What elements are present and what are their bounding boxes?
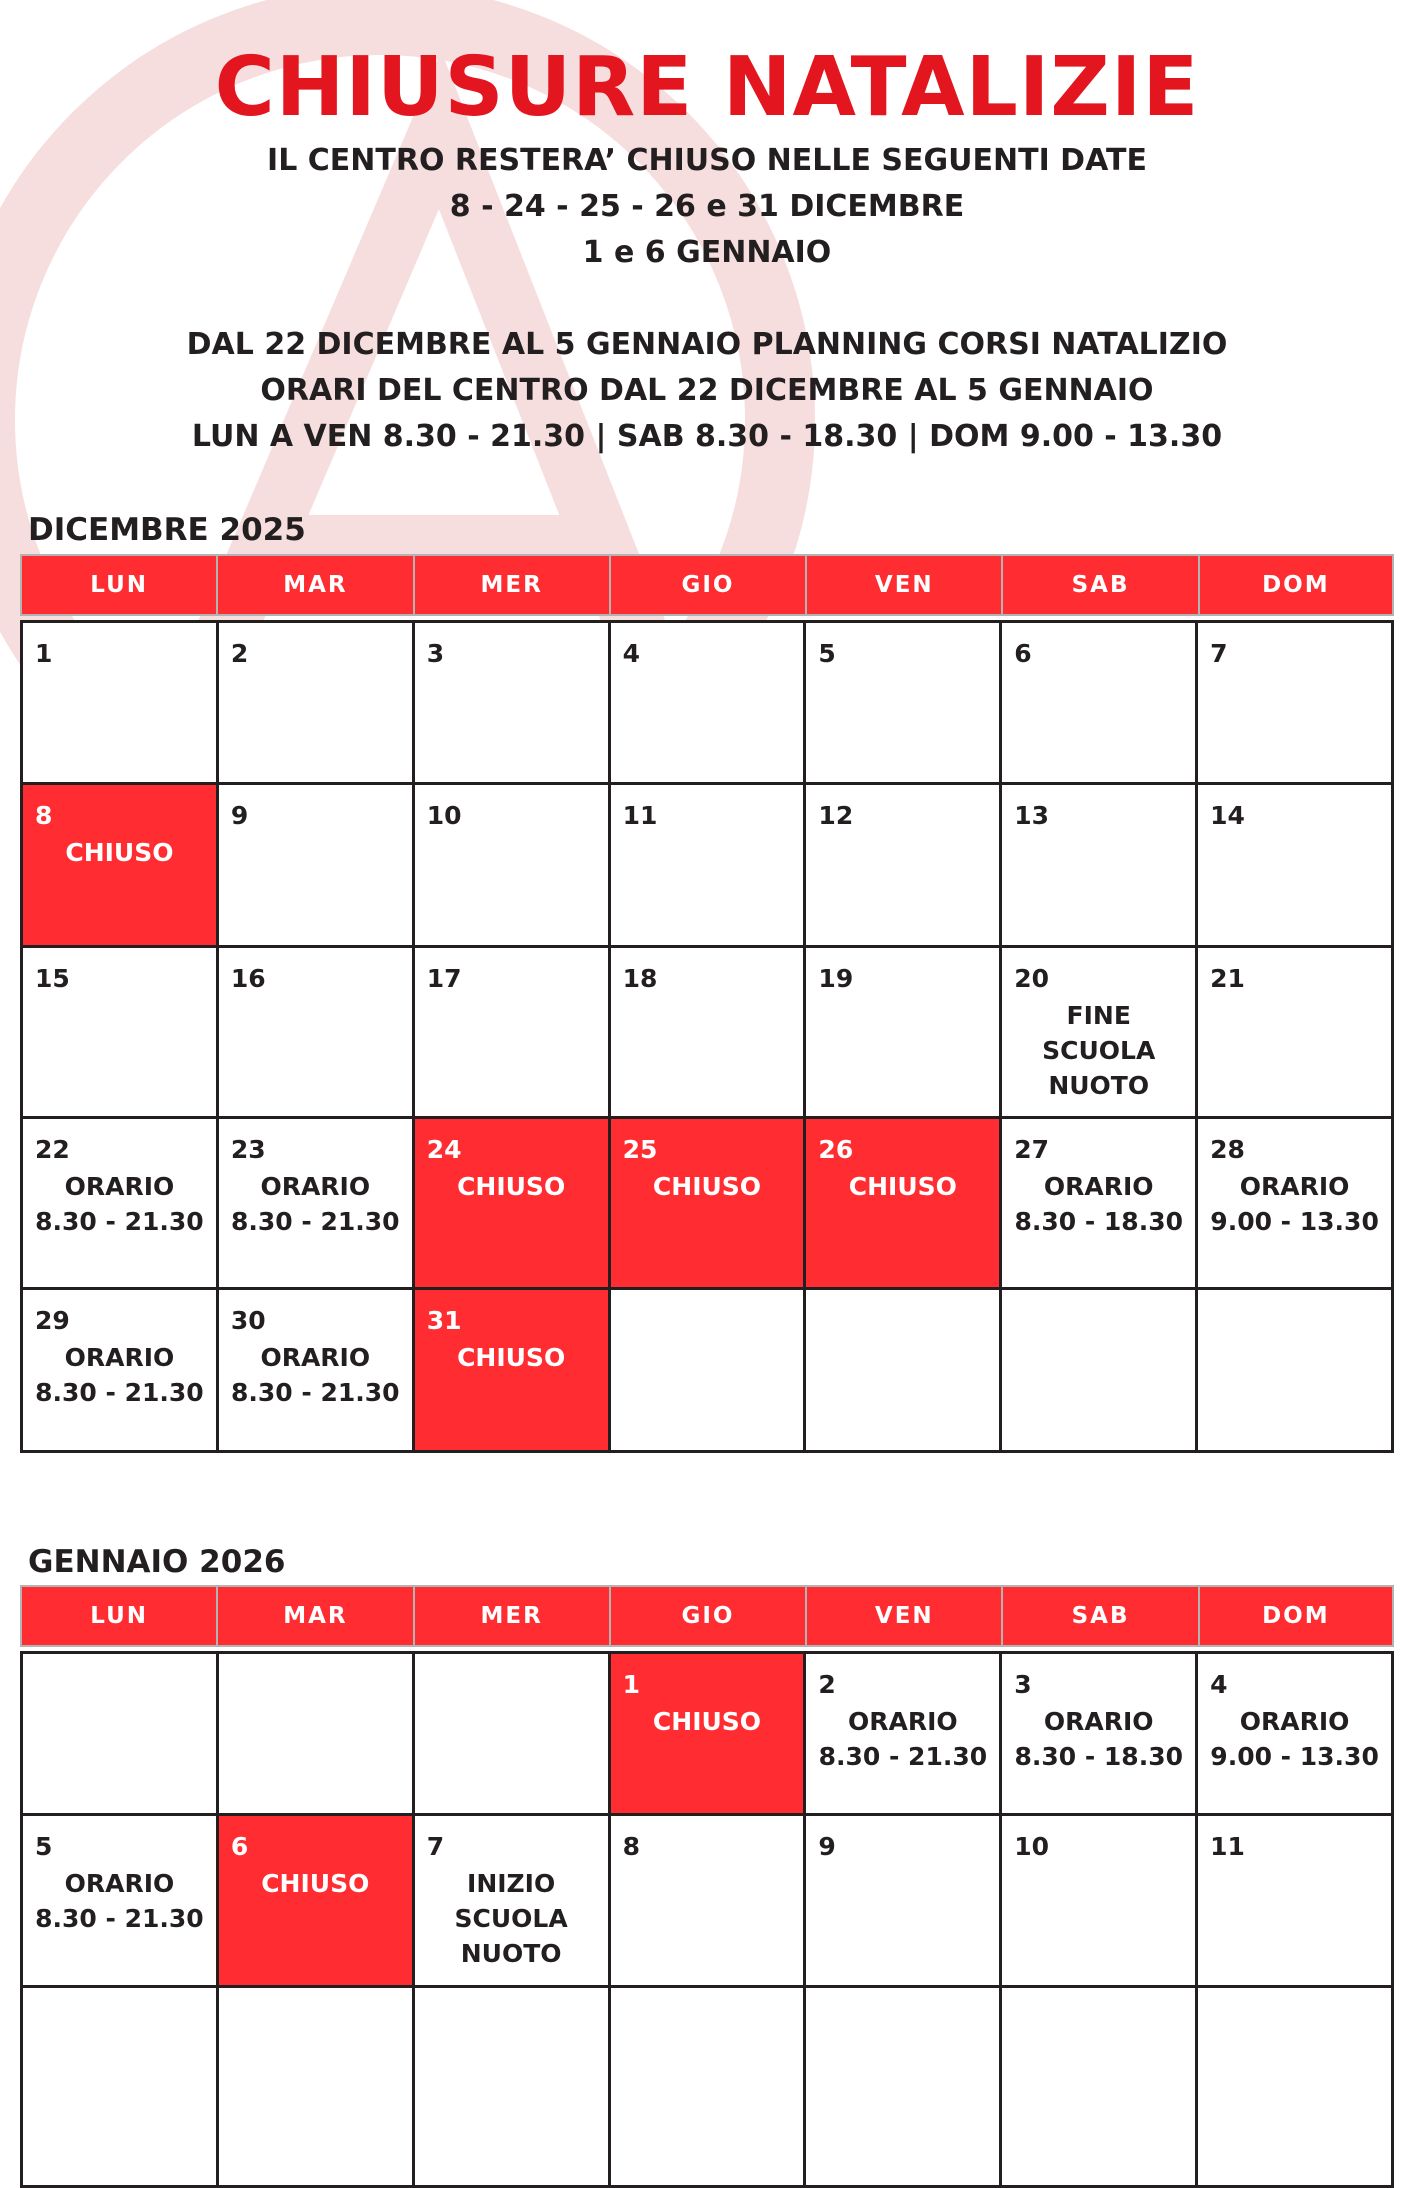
day-number: 20: [1014, 964, 1050, 993]
day-number: 9: [818, 1832, 836, 1861]
day-number: 3: [426, 639, 445, 668]
week-row: [23, 1654, 1394, 1816]
day-number: 31: [426, 1306, 462, 1335]
day-cell: [415, 785, 611, 948]
day-cell-closed: [611, 1119, 807, 1290]
day-cell: [1198, 1654, 1394, 1816]
page-title: CHIUSURE NATALIZIE: [214, 40, 1200, 135]
day-cell: [1002, 623, 1198, 785]
week-row: [23, 1988, 1394, 2188]
day-number: 7: [426, 1832, 445, 1861]
day-cell: [806, 785, 1002, 948]
day-number: 28: [1210, 1135, 1245, 1164]
day-note: ORARIO 9.00 - 13.30: [1210, 1707, 1379, 1771]
weekday-header: [20, 1585, 1394, 1647]
day-cell: [611, 623, 807, 785]
day-number: 25: [622, 1135, 658, 1164]
day-note: ORARIO 8.30 - 21.30: [231, 1172, 400, 1236]
day-note: ORARIO 8.30 - 21.30: [35, 1343, 204, 1407]
empty-day-cell: [1002, 1988, 1198, 2188]
weekday-lun: LUN: [20, 554, 216, 616]
day-number: 6: [230, 1832, 249, 1861]
day-number: 29: [35, 1306, 70, 1335]
empty-day-cell: [1198, 1988, 1394, 2188]
day-number: 18: [622, 964, 658, 993]
closed-label: CHIUSO: [652, 1172, 762, 1201]
closed-label: CHIUSO: [457, 1172, 566, 1201]
day-cell: [1198, 948, 1394, 1119]
day-cell: [23, 948, 219, 1119]
empty-day-cell: [415, 1988, 611, 2188]
planning-info: DAL 22 DICEMBRE AL 5 GENNAIO PLANNING CORSI NATALIZIO: [186, 327, 1228, 362]
day-number: 26: [818, 1135, 854, 1164]
day-cell-closed: [23, 785, 219, 948]
day-cell-closed: [219, 1816, 415, 1988]
day-number: 21: [1210, 964, 1245, 993]
day-cell: [219, 785, 415, 948]
day-number: 16: [230, 964, 266, 993]
day-cell: [1002, 948, 1198, 1119]
day-number: 17: [426, 964, 462, 993]
weekday-mar: MAR: [216, 554, 412, 616]
closure-dates-january: 1 e 6 GENNAIO: [582, 235, 832, 270]
day-cell: [415, 1816, 611, 1988]
calendar-december: [20, 554, 1394, 1453]
day-number: 14: [1210, 801, 1245, 830]
day-cell: [611, 785, 807, 948]
day-cell-closed: [611, 1654, 807, 1816]
day-cell: [219, 1290, 415, 1453]
day-cell: [611, 948, 807, 1119]
weekday-mer: MER: [413, 554, 609, 616]
day-cell: [806, 623, 1002, 785]
day-number: 5: [818, 639, 836, 668]
day-number: 1: [35, 639, 53, 668]
day-number: 24: [426, 1135, 462, 1164]
day-cell: [23, 1290, 219, 1453]
day-note: ORARIO 8.30 - 21.30: [231, 1343, 400, 1407]
day-number: 2: [818, 1670, 836, 1699]
day-number: 7: [1210, 639, 1228, 668]
day-number: 15: [35, 964, 70, 993]
month-title-december: DICEMBRE 2025: [28, 512, 306, 548]
day-number: 2: [230, 639, 249, 668]
empty-day-cell: [611, 1988, 807, 2188]
day-number: 8: [35, 801, 53, 830]
day-number: 27: [1014, 1135, 1050, 1164]
day-note: ORARIO 9.00 - 13.30: [1210, 1172, 1379, 1236]
week-row: [23, 785, 1394, 948]
day-cell-closed: [415, 1290, 611, 1453]
day-cell-closed: [806, 1119, 1002, 1290]
day-number: 30: [230, 1306, 266, 1335]
day-note: ORARIO 8.30 - 21.30: [35, 1172, 204, 1236]
day-cell: [806, 1654, 1002, 1816]
day-note: ORARIO 8.30 - 21.30: [818, 1707, 988, 1771]
day-cell: [23, 1119, 219, 1290]
day-note: ORARIO 8.30 - 18.30: [1014, 1172, 1183, 1236]
day-cell: [1002, 1816, 1198, 1988]
weekday-mar: MAR: [216, 1585, 412, 1647]
empty-day-cell: [1002, 1290, 1198, 1453]
day-number: 3: [1014, 1670, 1032, 1699]
week-row: [23, 1119, 1394, 1290]
empty-day-cell: [415, 1654, 611, 1816]
day-cell: [415, 948, 611, 1119]
day-number: 10: [1014, 1832, 1050, 1861]
week-row: [23, 623, 1394, 785]
day-number: 22: [35, 1135, 70, 1164]
day-number: 9: [230, 801, 249, 830]
hours-info: ORARI DEL CENTRO DAL 22 DICEMBRE AL 5 GENNAIO: [260, 373, 1154, 408]
weekday-mer: MER: [413, 1585, 609, 1647]
day-cell: [1198, 1816, 1394, 1988]
day-number: 23: [230, 1135, 266, 1164]
day-cell: [806, 1816, 1002, 1988]
closure-intro: IL CENTRO RESTERA’ CHIUSO NELLE SEGUENTI DATE: [267, 143, 1147, 178]
empty-day-cell: [611, 1290, 807, 1453]
empty-day-cell: [219, 1654, 415, 1816]
month-title-january: GENNAIO 2026: [28, 1544, 286, 1580]
day-number: 4: [622, 639, 640, 668]
day-cell-closed: [415, 1119, 611, 1290]
day-cell: [23, 623, 219, 785]
day-number: 12: [818, 801, 854, 830]
weekday-sab: SAB: [1001, 554, 1197, 616]
hours-detail: LUN A VEN 8.30 - 21.30 | SAB 8.30 - 18.30 | DOM 9.00 - 13.30: [191, 419, 1223, 454]
empty-day-cell: [23, 1654, 219, 1816]
day-number: 11: [622, 801, 658, 830]
calendar-grid: [20, 1651, 1394, 2188]
calendar-grid: [20, 620, 1394, 1453]
empty-day-cell: [219, 1988, 415, 2188]
day-cell: [23, 1816, 219, 1988]
day-number: 8: [622, 1832, 640, 1861]
closed-label: CHIUSO: [261, 1869, 370, 1898]
empty-day-cell: [1198, 1290, 1394, 1453]
day-cell: [1198, 623, 1394, 785]
day-cell: [1002, 1119, 1198, 1290]
day-note: INIZIO SCUOLA NUOTO: [454, 1869, 568, 1968]
weekday-gio: GIO: [609, 554, 805, 616]
closed-label: CHIUSO: [652, 1707, 762, 1736]
week-row: [23, 1290, 1394, 1453]
day-number: 6: [1014, 639, 1032, 668]
weekday-dom: DOM: [1198, 1585, 1394, 1647]
week-row: [23, 948, 1394, 1119]
day-cell: [1198, 1119, 1394, 1290]
day-number: 4: [1210, 1670, 1228, 1699]
day-cell: [611, 1816, 807, 1988]
week-row: [23, 1816, 1394, 1988]
closed-label: CHIUSO: [848, 1172, 957, 1201]
day-number: 5: [35, 1832, 53, 1861]
closure-dates-december: 8 - 24 - 25 - 26 e 31 DICEMBRE: [449, 189, 965, 224]
weekday-ven: VEN: [805, 554, 1001, 616]
weekday-lun: LUN: [20, 1585, 216, 1647]
weekday-dom: DOM: [1198, 554, 1394, 616]
closed-label: CHIUSO: [65, 838, 174, 867]
day-cell: [219, 948, 415, 1119]
empty-day-cell: [23, 1988, 219, 2188]
day-cell: [219, 623, 415, 785]
day-cell: [806, 948, 1002, 1119]
day-cell: [1198, 785, 1394, 948]
day-number: 13: [1014, 801, 1050, 830]
day-cell: [415, 623, 611, 785]
empty-day-cell: [806, 1290, 1002, 1453]
day-number: 19: [818, 964, 854, 993]
calendar-january: [20, 1585, 1394, 2188]
weekday-header: [20, 554, 1394, 616]
day-note: ORARIO 8.30 - 21.30: [35, 1869, 204, 1933]
day-number: 10: [426, 801, 462, 830]
day-note: ORARIO 8.30 - 18.30: [1014, 1707, 1183, 1771]
day-cell: [1002, 785, 1198, 948]
weekday-gio: GIO: [609, 1585, 805, 1647]
day-cell: [219, 1119, 415, 1290]
day-number: 1: [622, 1670, 640, 1699]
day-cell: [1002, 1654, 1198, 1816]
weekday-ven: VEN: [805, 1585, 1001, 1647]
empty-day-cell: [806, 1988, 1002, 2188]
day-note: FINE SCUOLA NUOTO: [1042, 1001, 1156, 1100]
day-number: 11: [1210, 1832, 1245, 1861]
closed-label: CHIUSO: [457, 1343, 566, 1372]
weekday-sab: SAB: [1001, 1585, 1197, 1647]
